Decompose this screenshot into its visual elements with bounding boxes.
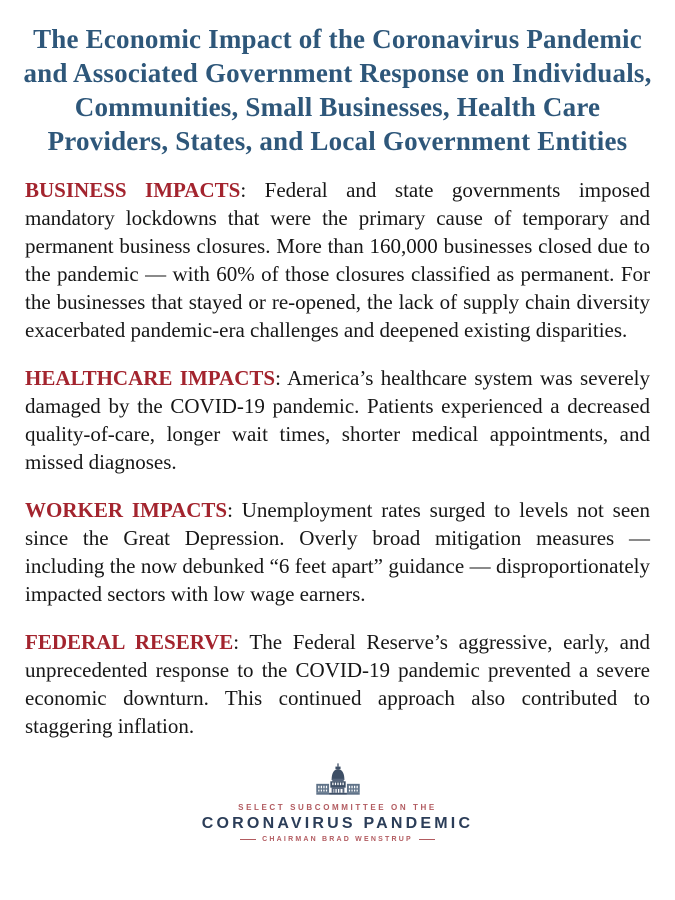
section-paragraph-business <box>25 176 650 344</box>
footer-chairman-label: CHAIRMAN BRAD WENSTRUP <box>262 836 413 843</box>
footer-subcommittee-label: SELECT SUBCOMMITTEE ON THE <box>238 803 437 812</box>
page-title: The Economic Impact of the Coronavirus Pandemic and Associated Government Response on Individuals, Communities, Small Businesses, Health Care Providers, States, and Local Government Entities <box>23 24 652 156</box>
section-body-worker: : Unemployment rates surged to levels not seen since the Great Depression. Overly broad mitigation measures — including the now debunked “6 feet apart” guidance — disproportionately impacted sectors with low wage earners. <box>25 498 650 606</box>
section-body-healthcare: : America’s healthcare system was severely damaged by the COVID-19 pandemic. Patients experienced a decreased quality-of-care, longer wait times, shorter medical appointments, and missed diagnoses. <box>25 366 650 474</box>
section-heading-worker: WORKER IMPACTS <box>25 498 228 522</box>
content <box>25 176 650 760</box>
footer-committee-name: CORONAVIRUS PANDEMIC <box>201 815 474 832</box>
section-paragraph-healthcare <box>25 364 650 476</box>
section-paragraph-worker <box>25 496 650 608</box>
committee-logo <box>0 762 675 843</box>
section-heading-business: BUSINESS IMPACTS <box>25 178 241 202</box>
capitol-building-icon <box>315 762 361 798</box>
section-body-federal-reserve: : The Federal Reserve’s aggressive, early, and unprecedented response to the COVID-19 pandemic prevented a severe economic downturn. This continued approach also contributed to staggering inflation. <box>25 630 650 738</box>
section-heading-healthcare: HEALTHCARE IMPACTS <box>25 366 276 390</box>
decorative-dash-right-icon <box>419 839 435 840</box>
section-heading-federal-reserve: FEDERAL RESERVE <box>25 630 234 654</box>
decorative-dash-left-icon <box>240 839 256 840</box>
section-paragraph-federal-reserve <box>25 628 650 740</box>
footer-chairman-row <box>240 836 435 843</box>
section-body-business: : Federal and state governments imposed mandatory lockdowns that were the primary cause of temporary and permanent business closures. More than 160,000 businesses closed due to the pandemic — with 60% of those closures classified as permanent. For the businesses that stayed or re-opened, the lack of supply chain diversity exacerbated pandemic-era challenges and deepened existing disparities. <box>25 178 650 342</box>
